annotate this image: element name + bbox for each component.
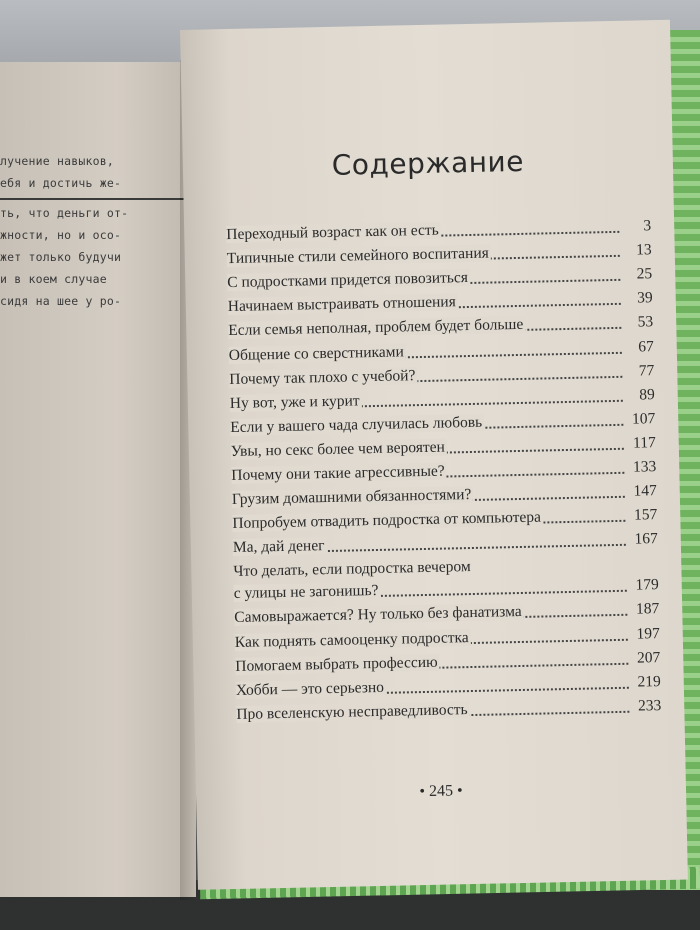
toc-entry-page: 167 (634, 530, 658, 548)
toc-entry-page: 67 (638, 337, 654, 356)
right-page (180, 20, 688, 890)
toc-entry-title: Как поднять самооценку подростка (234, 628, 469, 651)
toc-entry-title: Ну вот, уже и курит (229, 392, 360, 412)
toc-entry-page: 13 (636, 241, 652, 259)
toc-entry-title: Почему они такие агрессивные? (231, 462, 445, 485)
table-of-contents (226, 215, 661, 728)
left-page (0, 62, 196, 897)
toc-entry-title: Самовыражается? Ну только без фанатизма (234, 603, 522, 627)
toc-entry-title: Начинаем выстраивать отношения (227, 293, 456, 316)
toc-entry-title: Грузим домашними обязанностями? (231, 486, 472, 509)
toc-entry-page: 117 (632, 434, 656, 452)
toc-entry-title: Хобби — это серьезно (235, 678, 385, 699)
toc-entry-title: Общение со сверстниками (228, 342, 404, 364)
toc-entry-page: 89 (639, 385, 655, 404)
toc-entry-title: Помогаем выбрать профессию (235, 653, 438, 675)
left-page-line: сидя на шее у ро- (0, 294, 122, 308)
toc-entry-title: Если у вашего чада случилась любовь (230, 413, 483, 436)
toc-entry-page: 179 (635, 576, 659, 594)
left-page-line: ебя и достичь же- (0, 176, 122, 190)
toc-entry-page: 77 (638, 361, 655, 380)
toc-entry-page: 53 (637, 313, 654, 331)
toc-entry-page: 39 (637, 289, 653, 307)
toc-entry-page: 219 (637, 672, 661, 691)
left-page-line: жет только будучи (0, 250, 122, 264)
toc-entry-page: 133 (632, 458, 657, 476)
toc-entry-title: Увы, но секс более чем вероятен (230, 438, 445, 460)
toc-entry-title: Типичные стили семейного воспитания (226, 244, 489, 268)
toc-entry-title: Про вселенскую несправедливость (236, 700, 468, 723)
toc-entry-title: Если семья неполная, проблем будет больше (228, 316, 524, 340)
toc-entry-page: 3 (643, 217, 652, 235)
page-number: • 245 • (419, 782, 463, 801)
toc-entry-title: С подростками придется повозиться (227, 269, 469, 292)
toc-entry-title: Почему так плохо с учебой? (229, 366, 416, 388)
toc-entry-page: 197 (636, 624, 660, 643)
toc-entry-page: 25 (636, 265, 653, 283)
toc-entry-title: с улицы не загонишь? (233, 582, 379, 603)
toc-entry-page: 207 (636, 648, 661, 667)
toc-entry-page: 107 (631, 409, 656, 428)
toc-entry-page: 187 (635, 600, 660, 618)
toc-entry-title: Ма, дай денег (232, 537, 325, 557)
left-page-line: лучение навыков, (0, 154, 114, 168)
toc-entry-title-line1: Что делать, если подростка вечером (233, 558, 471, 581)
left-page-line: жности, но и осо- (0, 228, 122, 242)
left-page-rule (0, 198, 186, 200)
toc-entry-title: Переходный возраст как он есть (226, 221, 439, 244)
left-page-line: и в коем случае (0, 272, 107, 286)
left-page-line: ть, что деньги от- (0, 206, 129, 220)
toc-entry-page: 147 (633, 482, 657, 500)
toc-entry-page: 157 (633, 506, 658, 524)
toc-entry-page: 233 (637, 696, 662, 715)
toc-entry-title: Попробуем отвадить подростка от компьютера (232, 508, 542, 533)
page-title: Содержание (331, 144, 525, 182)
